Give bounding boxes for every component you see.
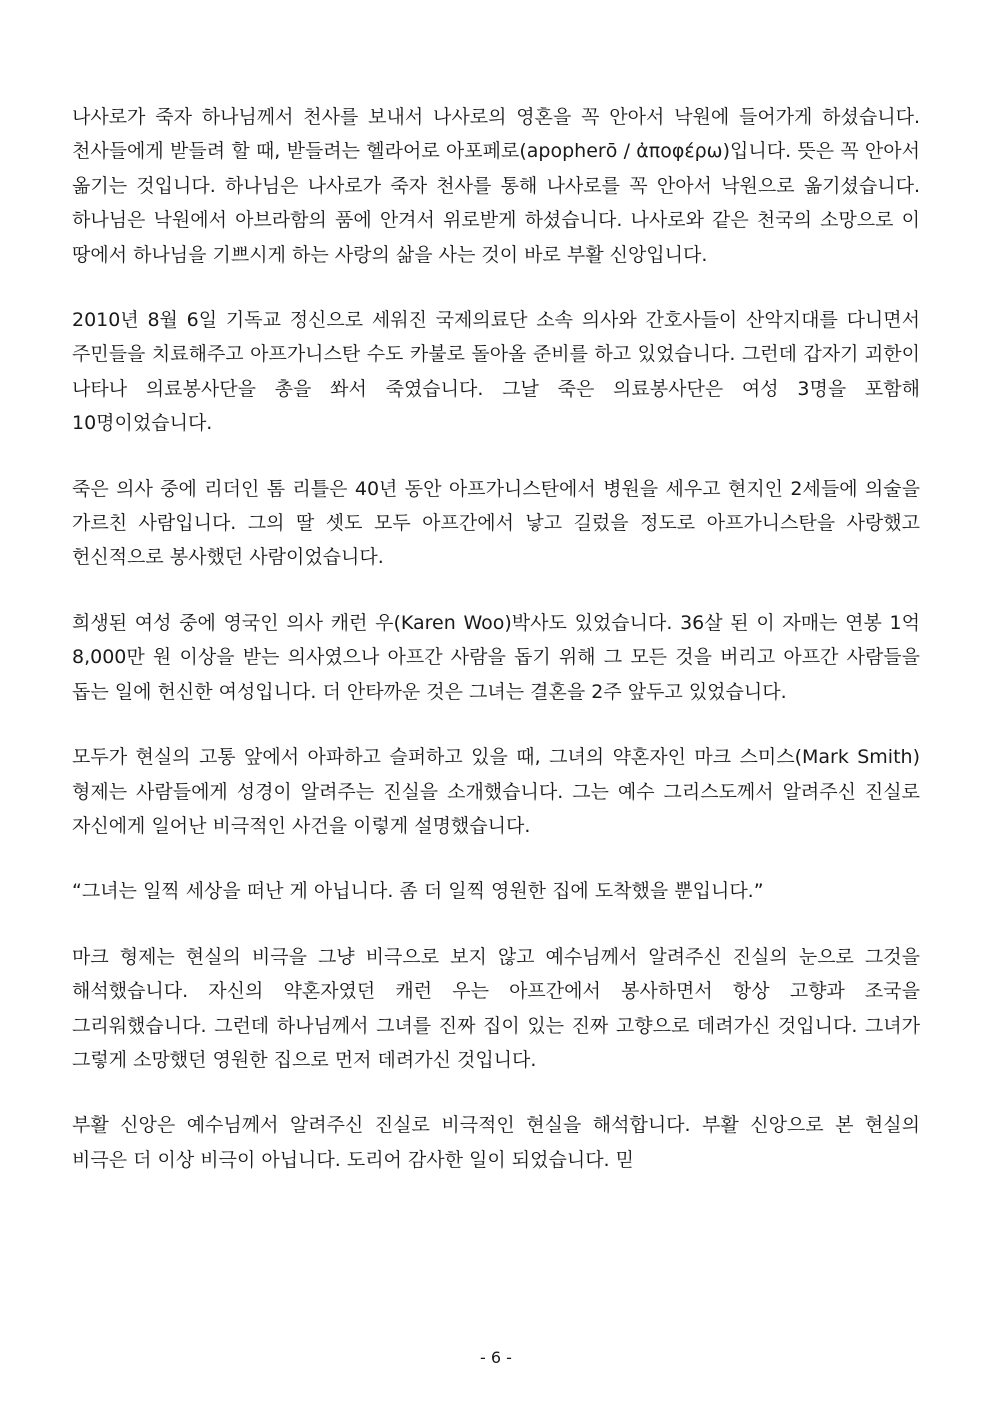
paragraph-medical-team: 2010년 8월 6일 기독교 정신으로 세워진 국제의료단 소속 의사와 간호사들이 산악지대를 다니면서 주민들을 치료해주고 아프가니스탄 수도 카불로 돌아올 준비를 하고 있었습니다. 그런데 갑자기 괴한이 나타나 의료봉사단을 총을 쏴서 죽였습니다. 그날 죽은 의료봉사단은 여성 3명을 포함해 10명이었습니다.: [72, 309, 920, 435]
paragraph-interpretation: 마크 형제는 현실의 비극을 그냥 비극으로 보지 않고 예수님께서 알려주신 진실의 눈으로 그것을 해석했습니다. 자신의 약혼자였던 캐런 우는 아프간에서 봉사하면서 항상 고향과 조국을 그리워했습니다. 그런데 하나님께서 그녀를 진짜 집이 있는 진짜 고향으로 데려가신 것입니다. 그녀가 그렇게 소망했던 영원한 집으로 먼저 데려가신 것입니다.: [72, 945, 920, 1071]
body-text: [72, 100, 920, 1177]
paragraph-resurrection-faith: 부활 신앙은 예수님께서 알려주신 진실로 비극적인 현실을 해석합니다. 부활 신앙으로 본 현실의 비극은 더 이상 비극이 아닙니다. 도리어 감사한 일이 되었습니다. 믿: [72, 1114, 920, 1171]
paragraph-lazarus: 나사로가 죽자 하나님께서 천사를 보내서 나사로의 영혼을 꼭 안아서 낙원에 들어가게 하셨습니다. 천사들에게 받들려 할 때, 받들려는 헬라어로 아포페로(apopherō / ἀποφέρω)입니다. 뜻은 꼭 안아서 옮기는 것입니다. 하나님은 나사로가 죽자 천사를 통해 나사로를 꼭 안아서 낙원으로 옮기셨습니다. 하나님은 낙원에서 아브라함의 품에 안겨서 위로받게 하셨습니다. 나사로와 같은 천국의 소망으로 이 땅에서 하나님을 기쁘시게 하는 사랑의 삶을 사는 것이 바로 부활 신앙입니다.: [72, 106, 920, 266]
paragraph-tom-little: 죽은 의사 중에 리더인 톰 리틀은 40년 동안 아프가니스탄에서 병원을 세우고 현지인 2세들에 의술을 가르친 사람입니다. 그의 딸 셋도 모두 아프간에서 낳고 길렀을 정도로 아프가니스탄을 사랑했고 헌신적으로 봉사했던 사람이었습니다.: [72, 477, 920, 569]
paragraph-mark-smith: 모두가 현실의 고통 앞에서 아파하고 슬퍼하고 있을 때, 그녀의 약혼자인 마크 스미스(Mark Smith) 형제는 사람들에게 성경이 알려주는 진실을 소개했습니다. 그는 예수 그리스도께서 알려주신 진실로 자신에게 일어난 비극적인 사건을 이렇게 설명했습니다.: [72, 746, 920, 837]
paragraph-karen-woo: 희생된 여성 중에 영국인 의사 캐런 우(Karen Woo)박사도 있었습니다. 36살 된 이 자매는 연봉 1억 8,000만 원 이상을 받는 의사였으나 아프간 사람을 돕기 위해 그 모든 것을 버리고 아프간 사람들을 돕는 일에 헌신한 여성입니다. 더 안타까운 것은 그녀는 결혼을 2주 앞두고 있었습니다.: [72, 611, 920, 703]
paragraph-quote: “그녀는 일찍 세상을 떠난 게 아닙니다. 좀 더 일찍 영원한 집에 도착했을 뿐입니다.”: [72, 880, 764, 903]
page-number: - 6 -: [480, 1348, 512, 1367]
